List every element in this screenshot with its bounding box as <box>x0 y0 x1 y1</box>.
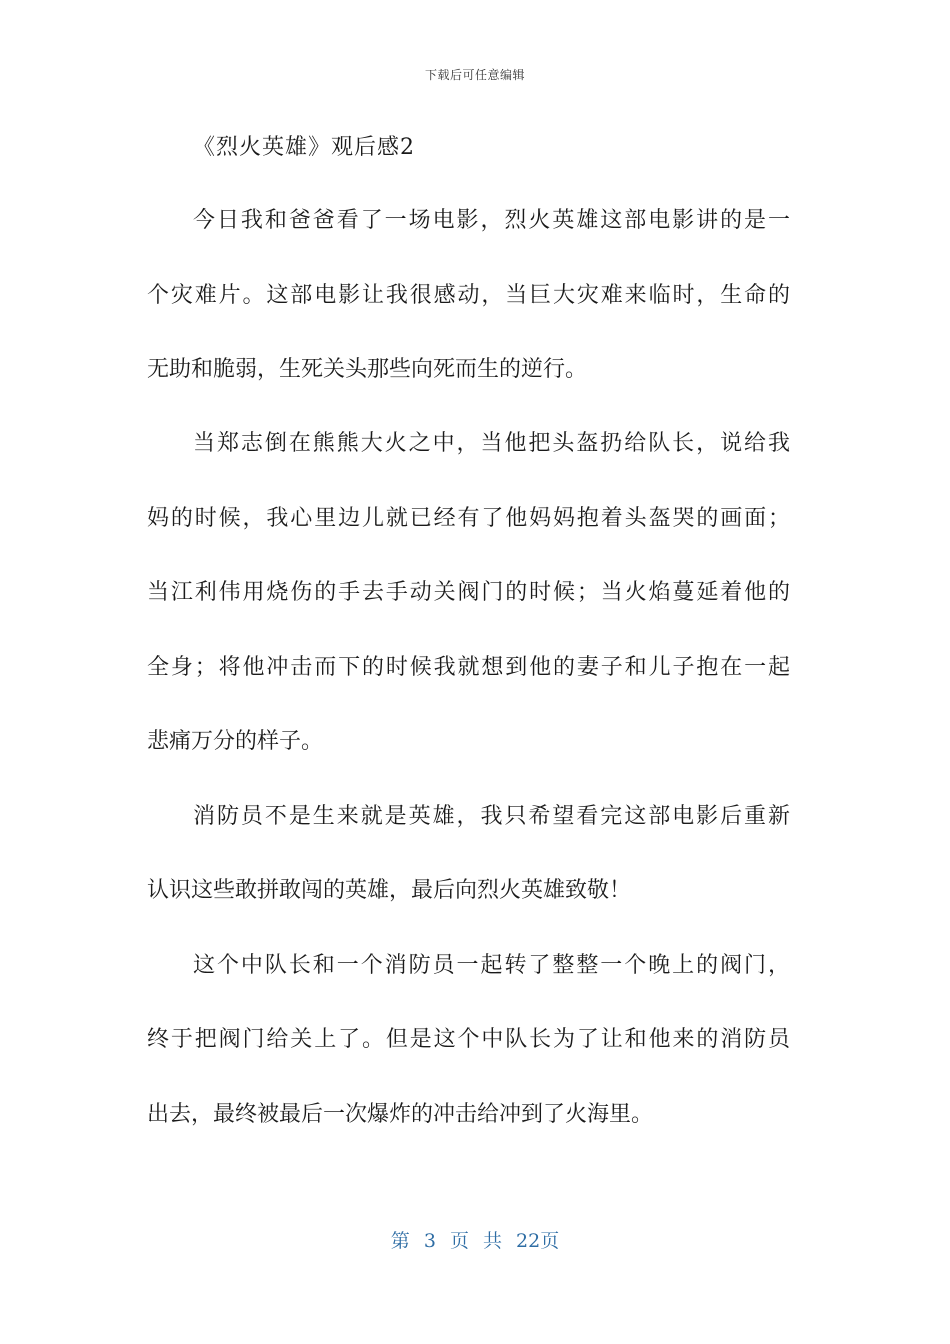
paragraph-2-line-2: 妈的时候，我心里边儿就已经有了他妈妈抱着头盔哭的画面； <box>147 506 790 531</box>
page-header-note: 下载后可任意编辑 <box>424 68 525 82</box>
paragraph-2-line-3: 当江利伟用烧伤的手去手动关阀门的时候；当火焰蔓延着他的 <box>147 580 790 605</box>
paragraph-1-line-1: 今日我和爸爸看了一场电影，烈火英雄这部电影讲的是一 <box>193 208 790 233</box>
paragraph-4-line-1: 这个中队长和一个消防员一起转了整整一个晚上的阀门， <box>193 953 790 978</box>
paragraph-2-line-5: 悲痛万分的样子。 <box>147 729 324 754</box>
page-number-footer: 第 3 页 共 22页 <box>390 1230 560 1252</box>
paragraph-2-line-1: 当郑志倒在熊熊大火之中，当他把头盔扔给队长，说给我 <box>193 431 790 456</box>
paragraph-2-line-4: 全身；将他冲击而下的时候我就想到他的妻子和儿子抱在一起 <box>147 655 790 680</box>
paragraph-1-line-2: 个灾难片。这部电影让我很感动，当巨大灾难来临时，生命的 <box>147 283 790 308</box>
paragraph-1-line-3: 无助和脆弱，生死关头那些向死而生的逆行。 <box>147 357 588 382</box>
paragraph-3-line-1: 消防员不是生来就是英雄，我只希望看完这部电影后重新 <box>193 804 790 829</box>
paragraph-4-line-2: 终于把阀门给关上了。但是这个中队长为了让和他来的消防员 <box>147 1027 790 1052</box>
paragraph-3-line-2: 认识这些敢拼敢闯的英雄，最后向烈火英雄致敬！ <box>147 878 632 903</box>
paragraph-4-line-3: 出去，最终被最后一次爆炸的冲击给冲到了火海里。 <box>147 1102 654 1127</box>
document-title: 《烈火英雄》观后感2 <box>193 135 415 160</box>
